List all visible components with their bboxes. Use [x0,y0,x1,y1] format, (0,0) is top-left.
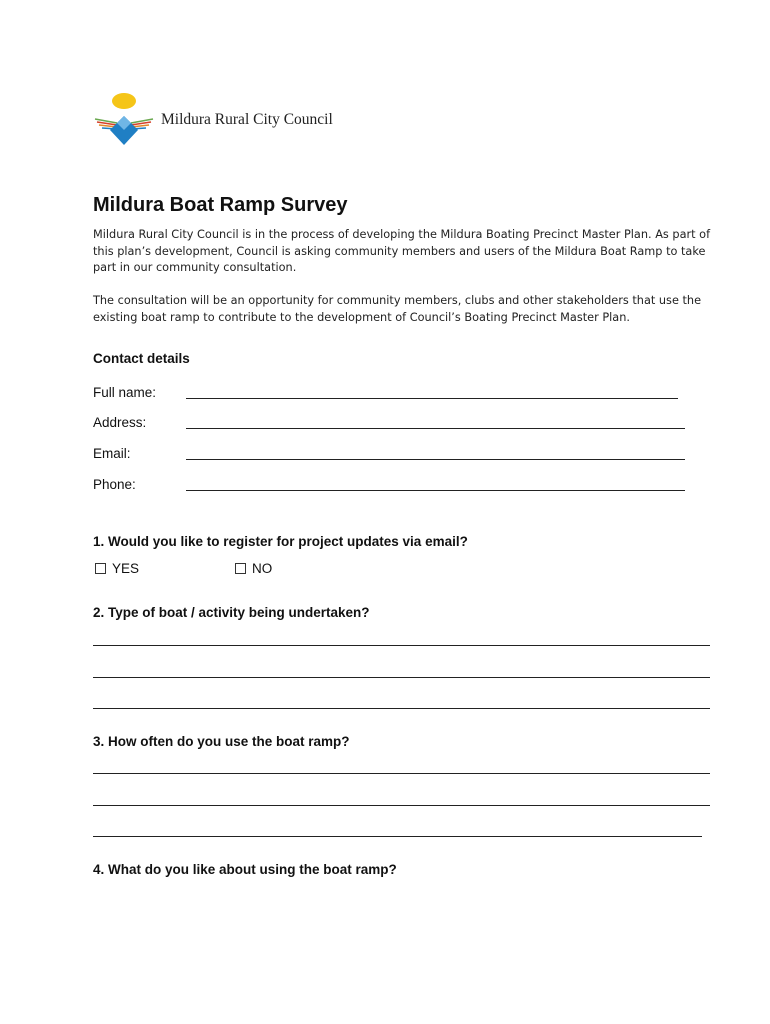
question-4: 4. What do you like about using the boat ramp? [93,862,397,877]
intro-paragraph-2: The consultation will be an opportunity for community members, clubs and other stakeholders that use the existing boat ramp to contribute to the development of Council’s Boating Precinct Master Plan. [93,294,702,324]
address-field[interactable] [186,428,685,429]
question-2-answer-line-1[interactable] [93,645,710,646]
intro-paragraph-1: Mildura Rural City Council is in the process of developing the Mildura Boating Precinct Master Plan. As part of this plan’s development, Council is asking community members and users of the Mildura Boat Ramp to take part in our community consultation. [93,228,711,275]
email-label: Email: [93,446,131,461]
question-3-answer-line-2[interactable] [93,805,710,806]
question-2-answer-line-2[interactable] [93,677,710,678]
yes-label: YES [112,561,140,576]
question-3-answer-line-1[interactable] [93,773,710,774]
no-checkbox[interactable] [235,563,246,574]
full-name-field[interactable] [186,398,678,399]
yes-option[interactable] [95,561,139,576]
yes-checkbox[interactable] [95,563,106,574]
org-name: Mildura Rural City Council [161,111,333,128]
phone-label: Phone: [93,477,136,492]
no-label: NO [252,561,273,576]
contact-details-heading: Contact details [93,351,190,366]
logo-sun-shape [112,93,136,109]
no-option[interactable] [235,561,272,576]
page-title: Mildura Boat Ramp Survey [93,194,348,216]
question-3: 3. How often do you use the boat ramp? [93,734,350,749]
email-field[interactable] [186,459,685,460]
address-label: Address: [93,415,147,430]
council-logo [93,90,155,148]
question-1: 1. Would you like to register for project updates via email? [93,534,468,549]
question-2-answer-line-3[interactable] [93,708,710,709]
phone-field[interactable] [186,490,685,491]
question-3-answer-line-3[interactable] [93,836,702,837]
question-2: 2. Type of boat / activity being undertaken? [93,605,370,620]
full-name-label: Full name: [93,385,157,400]
